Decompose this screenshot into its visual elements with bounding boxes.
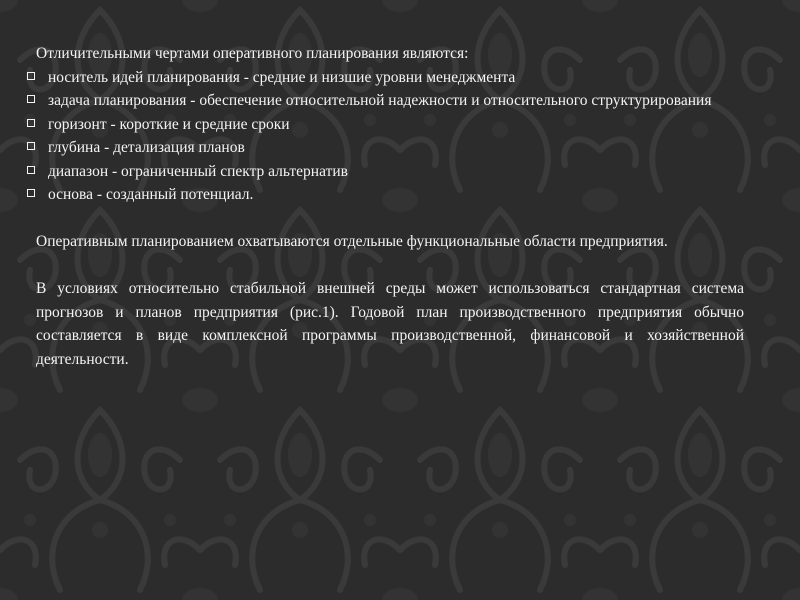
checkbox-bullet-icon <box>27 119 35 127</box>
list-item <box>24 136 744 160</box>
list-item-text: задача планирования - обеспечение относительной надежности и относительного структурирования <box>48 92 712 109</box>
list-item <box>24 183 744 207</box>
paragraph-functional-areas: Оперативным планированием охватываются отдельные функциональные области предприятия. <box>36 233 668 250</box>
list-item <box>24 89 744 113</box>
intro-heading: Отличительными чертами оперативного планирования являются: <box>36 45 469 62</box>
list-item <box>24 66 744 90</box>
list-item-text: глубина - детализация планов <box>48 139 245 156</box>
paragraph-planning-system: В условиях относительно стабильной внешней среды может использоваться стандартная система прогнозов и планов предприятия (рис.1). Годовой план производственного предприятия обычно составляется в виде комплексной программы производственной, финансовой и хозяйственной деятельности. <box>36 280 744 368</box>
checkbox-bullet-icon <box>27 72 35 80</box>
list-item-text: основа - созданный потенциал. <box>48 186 254 203</box>
checkbox-bullet-icon <box>27 142 35 150</box>
checkbox-bullet-icon <box>27 189 35 197</box>
list-item <box>24 160 744 184</box>
list-item <box>24 113 744 137</box>
checkbox-bullet-icon <box>27 166 35 174</box>
slide-text-body <box>36 42 744 371</box>
feature-list <box>36 66 744 207</box>
list-item-text: диапазон - ограниченный спектр альтернатив <box>48 162 348 180</box>
list-item-text: горизонт - короткие и средние сроки <box>48 115 290 133</box>
checkbox-bullet-icon <box>27 95 35 103</box>
list-item-text: носитель идей планирования - средние и низшие уровни менеджмента <box>48 68 516 86</box>
